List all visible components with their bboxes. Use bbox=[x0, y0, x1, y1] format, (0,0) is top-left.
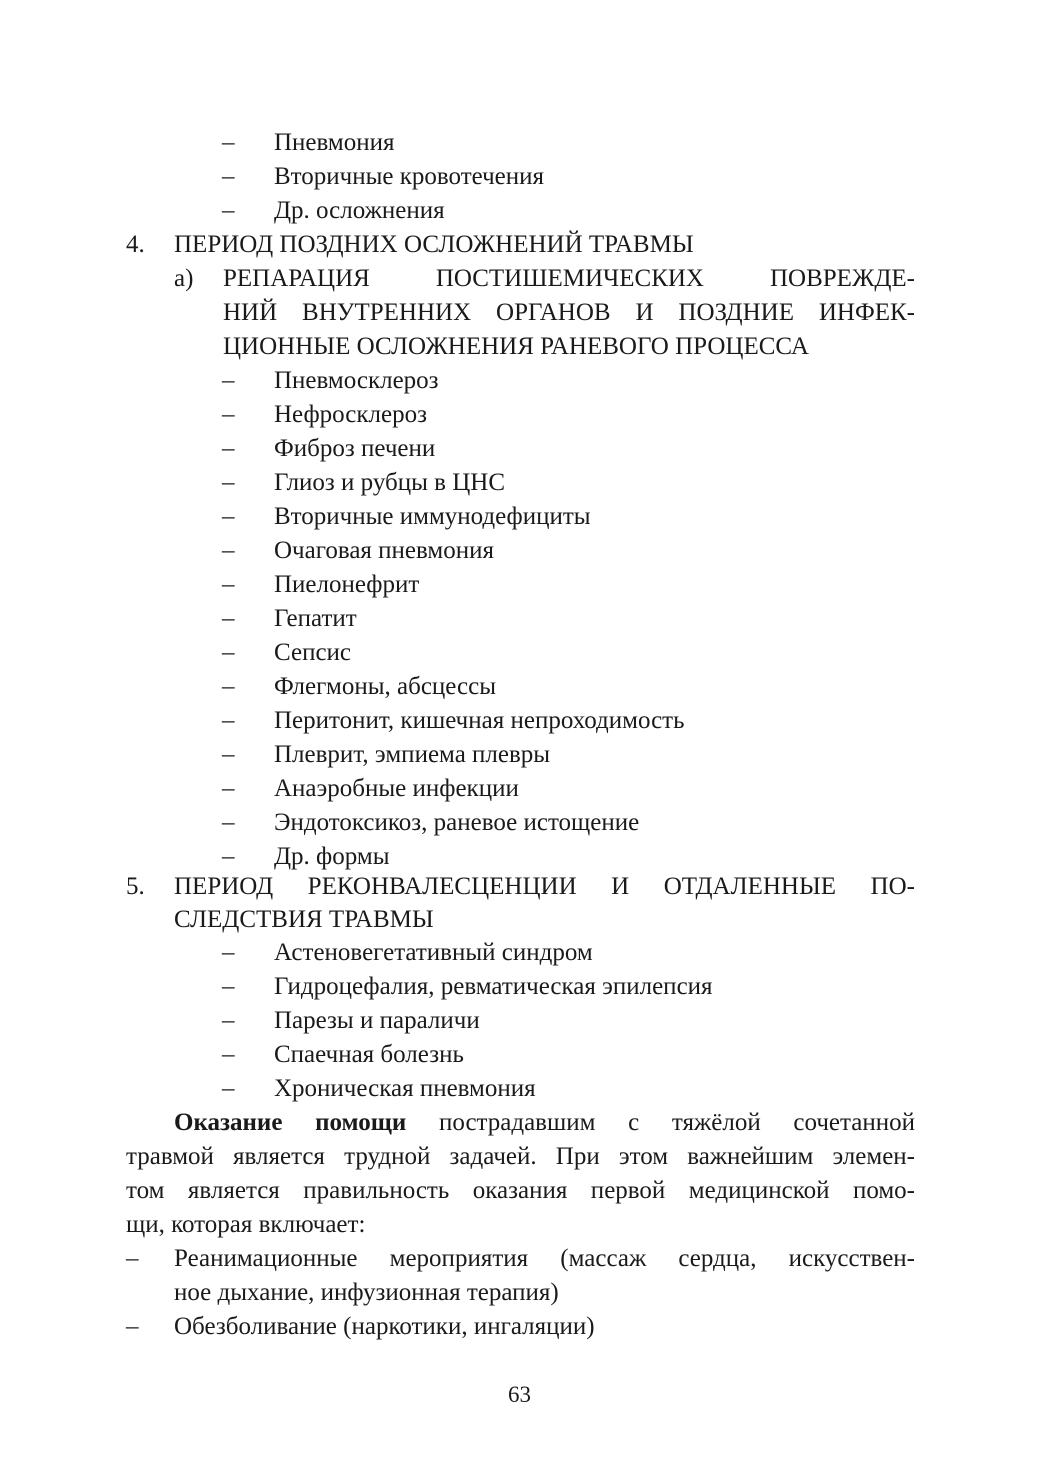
list-dash: – bbox=[222, 1041, 235, 1068]
list-dash: – bbox=[222, 741, 235, 768]
list-dash: – bbox=[222, 843, 235, 870]
list-item: Очаговая пневмония bbox=[274, 537, 494, 564]
list-item: Вторичные иммунодефициты bbox=[274, 503, 591, 530]
section-title-line: ПЕРИОД РЕКОНВАЛЕСЦЕНЦИИ И ОТДАЛЕННЫЕ ПО- bbox=[174, 873, 915, 900]
section-number: 4. bbox=[126, 231, 145, 258]
list-dash: – bbox=[222, 571, 235, 598]
list-item: Др. формы bbox=[274, 843, 390, 870]
list-dash: – bbox=[222, 163, 235, 190]
subsection-letter: а) bbox=[174, 265, 194, 292]
list-item: Эндотоксикоз, раневое истощение bbox=[274, 809, 640, 836]
list-dash: – bbox=[222, 673, 235, 700]
list-dash: – bbox=[222, 401, 235, 428]
list-dash: – bbox=[222, 707, 235, 734]
list-item: Нефросклероз bbox=[274, 401, 427, 428]
list-item: Обезболивание (наркотики, ингаляции) bbox=[174, 1313, 595, 1340]
list-dash: – bbox=[222, 639, 235, 666]
list-item: Пневмония bbox=[274, 129, 395, 156]
list-dash: – bbox=[222, 775, 235, 802]
list-dash: – bbox=[222, 129, 235, 156]
list-dash: – bbox=[222, 435, 235, 462]
list-item: Пневмосклероз bbox=[274, 367, 439, 394]
section-number: 5. bbox=[126, 873, 145, 900]
list-item: Парезы и параличи bbox=[274, 1007, 480, 1034]
list-item: Вторичные кровотечения bbox=[274, 163, 545, 190]
list-dash: – bbox=[126, 1313, 139, 1340]
section-title: ПЕРИОД ПОЗДНИХ ОСЛОЖНЕНИЙ ТРАВМЫ bbox=[174, 231, 694, 258]
list-dash: – bbox=[222, 367, 235, 394]
list-dash: – bbox=[222, 1007, 235, 1034]
list-item: Др. осложнения bbox=[274, 197, 445, 224]
paragraph-text: пострадавшим с тяжёлой сочетанной bbox=[438, 1109, 915, 1136]
paragraph-line: том является правильность оказания первой медицинской помо- bbox=[126, 1177, 915, 1204]
list-dash: – bbox=[222, 1075, 235, 1102]
list-dash: – bbox=[222, 939, 235, 966]
list-item: Сепсис bbox=[274, 639, 352, 666]
list-dash: – bbox=[222, 197, 235, 224]
paragraph-bold-lead: Оказание помощи bbox=[174, 1109, 407, 1136]
list-dash: – bbox=[222, 605, 235, 632]
list-item: Анаэробные инфекции bbox=[274, 775, 519, 802]
subsection-title-line: НИЙ ВНУТРЕННИХ ОРГАНОВ И ПОЗДНИЕ ИНФЕК- bbox=[223, 299, 915, 326]
list-item: Пиелонефрит bbox=[274, 571, 420, 598]
section-title-line: СЛЕДСТВИЯ ТРАВМЫ bbox=[174, 906, 434, 933]
subsection-title-line: ЦИОННЫЕ ОСЛОЖНЕНИЯ РАНЕВОГО ПРОЦЕССА bbox=[223, 333, 809, 360]
list-item: Фиброз печени bbox=[274, 435, 436, 462]
list-item: Хроническая пневмония bbox=[274, 1075, 536, 1102]
list-item: Гидроцефалия, ревматическая эпилепсия bbox=[274, 973, 713, 1000]
list-item: Спаечная болезнь bbox=[274, 1041, 464, 1068]
list-dash: – bbox=[126, 1245, 139, 1272]
list-dash: – bbox=[222, 809, 235, 836]
list-item: Гепатит bbox=[274, 605, 357, 632]
list-item: Астеновегетативный синдром bbox=[274, 939, 593, 966]
list-item: Глиоз и рубцы в ЦНС bbox=[274, 469, 506, 496]
list-item: Перитонит, кишечная непроходимость bbox=[274, 707, 685, 734]
list-item-continuation: ное дыхание, инфузионная терапия) bbox=[174, 1279, 559, 1306]
list-item: Реанимационные мероприятия (массаж сердца, искусствен- bbox=[174, 1245, 915, 1272]
list-dash: – bbox=[222, 469, 235, 496]
list-item: Флегмоны, абсцессы bbox=[274, 673, 496, 700]
list-dash: – bbox=[222, 503, 235, 530]
page-number: 63 bbox=[508, 1382, 531, 1407]
list-item: Плеврит, эмпиема плевры bbox=[274, 741, 551, 768]
paragraph-line: щи, которая включает: bbox=[126, 1211, 366, 1238]
paragraph-line: травмой является трудной задачей. При этом важнейшим элемен- bbox=[126, 1143, 915, 1170]
list-dash: – bbox=[222, 973, 235, 1000]
paragraph-line bbox=[174, 1106, 915, 1140]
subsection-title-line: РЕПАРАЦИЯ ПОСТИШЕМИЧЕСКИХ ПОВРЕЖДЕ- bbox=[223, 265, 915, 292]
list-dash: – bbox=[222, 537, 235, 564]
